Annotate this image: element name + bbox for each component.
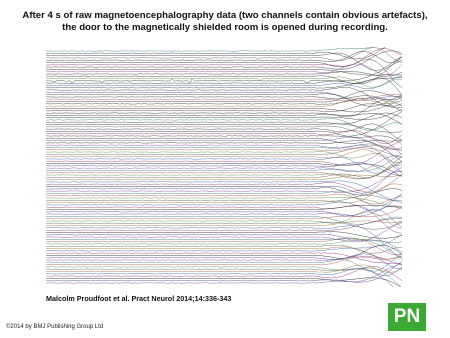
meg-channel-trace (46, 98, 402, 105)
meg-channel-trace (46, 191, 402, 206)
meg-channel-trace (46, 148, 402, 158)
meg-channel-trace (46, 156, 402, 177)
journal-logo: PN (388, 303, 426, 331)
meg-channel-trace (46, 124, 402, 140)
meg-channel-trace (46, 53, 402, 70)
citation: Malcolm Proudfoot et al. Pract Neurol 2014;14:336-343 (46, 294, 232, 303)
meg-channel-trace (46, 130, 402, 143)
meg-channel-trace (46, 218, 402, 230)
copyright-notice: ©2014 by BMJ Publishing Group Ltd (6, 324, 104, 330)
meg-channel-trace (46, 162, 402, 175)
meg-channel-trace (46, 152, 402, 173)
meg-channel-trace (46, 186, 402, 195)
meg-channel-trace (46, 265, 402, 272)
meg-channel-trace (46, 77, 402, 88)
meg-channel-trace (46, 49, 402, 67)
meg-channel-trace (46, 245, 402, 253)
meg-channel-trace (46, 104, 402, 112)
meg-channel-trace (46, 59, 402, 87)
meg-channel-trace (46, 47, 402, 51)
meg-channel-trace (46, 232, 402, 239)
meg-channel-trace (46, 181, 402, 203)
meg-trace-figure (46, 47, 402, 287)
meg-channel-trace (46, 145, 402, 151)
slide-title: After 4 s of raw magnetoencephalography data (two channels contain obvious artefacts), the door to the magnetically shielded room is opened during recording. (22, 10, 428, 33)
meg-channel-trace (46, 278, 402, 287)
meg-channel-trace (46, 153, 402, 171)
meg-channel-trace (46, 150, 402, 163)
meg-channel-trace (46, 195, 402, 201)
meg-channel-trace (46, 226, 402, 259)
meg-channel-trace (46, 69, 402, 75)
meg-trace-chart (46, 47, 402, 287)
meg-channel-trace (46, 207, 402, 219)
